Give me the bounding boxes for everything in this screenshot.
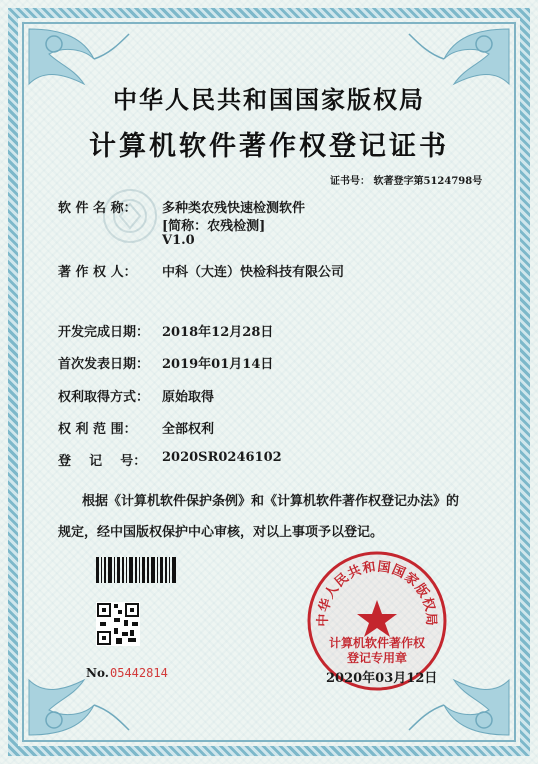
first-publish-date-value: 2019年01月14日 bbox=[162, 357, 274, 372]
certificate-number bbox=[330, 172, 482, 187]
statement-line-2: 规定，经中国版权保护中心审核，对以上事项予以登记。 bbox=[58, 525, 384, 540]
copyright-holder-label: 著 作 权 人： bbox=[58, 265, 137, 280]
rights-scope-value: 全部权利 bbox=[162, 422, 215, 437]
issuing-authority: 中华人民共和国国家版权局 bbox=[113, 85, 425, 114]
software-name-label: 软 件 名 称： bbox=[58, 201, 137, 216]
certificate-number-value: 软著登字第5124798号 bbox=[373, 176, 483, 187]
completion-date-value: 2018年12月28日 bbox=[162, 325, 274, 340]
registration-number-value: 2020SR0246102 bbox=[162, 450, 282, 465]
issue-date: 2020年03月12日 bbox=[326, 671, 438, 686]
serial-number-label: No. bbox=[86, 666, 109, 680]
software-name-value: 多种类农残快速检测软件 bbox=[162, 201, 306, 216]
first-publish-date-label: 首次发表日期： bbox=[58, 357, 150, 372]
rights-scope-label: 权 利 范 围： bbox=[58, 422, 137, 437]
serial-number-value: 05442814 bbox=[110, 666, 168, 680]
seal-line-2: 登记专用章 bbox=[346, 651, 407, 665]
software-version: V1.0 bbox=[162, 233, 195, 248]
certificate-number-label: 证书号： bbox=[330, 176, 370, 187]
completion-date-label: 开发完成日期： bbox=[58, 325, 150, 340]
corner-ornament-icon bbox=[24, 670, 134, 740]
registration-number-label: 登 记 号： bbox=[58, 454, 147, 469]
seal-ring-text: 中华人民共和国国家版权局 bbox=[315, 559, 439, 627]
barcode-icon bbox=[96, 557, 176, 583]
acquisition-method-value: 原始取得 bbox=[162, 390, 215, 405]
qr-code-icon bbox=[96, 602, 140, 646]
software-short-name: [简称：农残检测] bbox=[162, 219, 266, 234]
acquisition-method-label: 权利取得方式： bbox=[58, 390, 150, 405]
certificate-title: 计算机软件著作权登记证书 bbox=[89, 131, 449, 162]
copyright-holder-value: 中科（大连）快检科技有限公司 bbox=[162, 265, 345, 280]
seal-line-1: 计算机软件著作权 bbox=[328, 636, 425, 650]
watermark-emblem-icon bbox=[100, 186, 160, 246]
statement-line-1: 根据《计算机软件保护条例》和《计算机软件著作权登记办法》的 bbox=[82, 494, 460, 509]
